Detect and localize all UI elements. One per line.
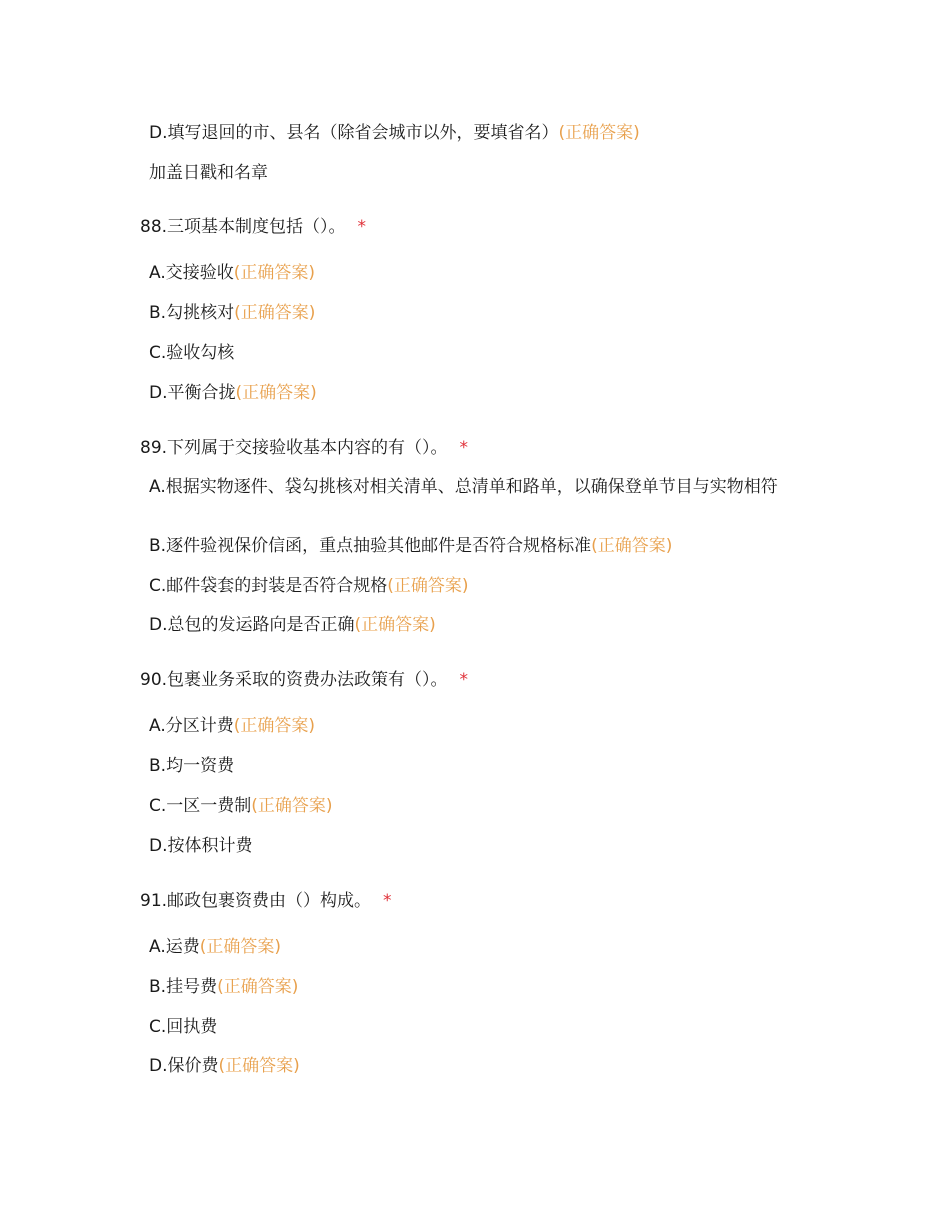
option-item — [149, 341, 234, 365]
option-text: A.交接验收 — [149, 263, 234, 283]
option-item — [149, 381, 317, 405]
question-title — [140, 436, 468, 460]
correct-answer-marker: (正确答案) — [218, 1056, 300, 1076]
required-asterisk: * — [459, 670, 469, 690]
option-text: C.一区一费制 — [149, 796, 252, 816]
correct-answer-marker: (正确答案) — [199, 937, 281, 957]
option-text: 加盖日戳和名章 — [149, 163, 268, 183]
correct-answer-marker: (正确答案) — [233, 716, 315, 736]
option-text: C.验收勾核 — [149, 343, 235, 363]
option-item — [149, 534, 672, 558]
option-item — [149, 121, 640, 145]
question-text: 91.邮政包裹资费由（）构成。 — [140, 891, 372, 911]
option-text: D.平衡合拢 — [149, 383, 236, 403]
correct-answer-marker: (正确答案) — [354, 615, 436, 635]
question-title — [140, 889, 392, 913]
option-item — [149, 613, 436, 637]
question-text: 88.三项基本制度包括（）。 — [140, 217, 346, 237]
option-item — [149, 834, 253, 858]
option-item — [149, 161, 268, 185]
option-item — [149, 301, 315, 325]
option-item — [149, 1015, 217, 1039]
option-item — [149, 975, 298, 999]
option-item — [149, 1054, 300, 1078]
option-item — [149, 261, 315, 285]
option-text: B.均一资费 — [149, 756, 235, 776]
required-asterisk: * — [459, 438, 469, 458]
option-text: B.勾挑核对 — [149, 303, 235, 323]
correct-answer-marker: (正确答案) — [251, 796, 333, 816]
question-text: 90.包裹业务采取的资费办法政策有（）。 — [140, 670, 448, 690]
correct-answer-marker: (正确答案) — [558, 123, 640, 143]
question-title — [140, 668, 468, 692]
correct-answer-marker: (正确答案) — [233, 263, 315, 283]
correct-answer-marker: (正确答案) — [234, 303, 316, 323]
correct-answer-marker: (正确答案) — [217, 977, 299, 997]
option-item — [149, 574, 469, 598]
option-item — [149, 475, 809, 499]
required-asterisk: * — [383, 891, 392, 911]
option-text: D.总包的发运路向是否正确 — [149, 615, 355, 635]
option-text: D.按体积计费 — [149, 836, 253, 856]
option-item — [149, 794, 333, 818]
option-text: A.运费 — [149, 937, 200, 957]
option-text: C.邮件袋套的封装是否符合规格 — [149, 576, 388, 596]
required-asterisk: * — [357, 217, 367, 237]
question-text: 89.下列属于交接验收基本内容的有（）。 — [140, 438, 448, 458]
correct-answer-marker: (正确答案) — [235, 383, 317, 403]
correct-answer-marker: (正确答案) — [387, 576, 469, 596]
option-text: C.回执费 — [149, 1017, 218, 1037]
option-item — [149, 754, 234, 778]
question-title — [140, 215, 366, 239]
option-text: A.根据实物逐件、袋勾挑核对相关清单、总清单和路单，以确保登单节目与实物相符 — [149, 477, 778, 497]
option-item — [149, 714, 315, 738]
option-text: A.分区计费 — [149, 716, 234, 736]
option-text: B.逐件验视保价信函，重点抽验其他邮件是否符合规格标准 — [149, 536, 592, 556]
option-item — [149, 935, 281, 959]
option-text: D.保价费 — [149, 1056, 219, 1076]
option-text: B.挂号费 — [149, 977, 218, 997]
correct-answer-marker: (正确答案) — [591, 536, 673, 556]
option-text: D.填写退回的市、县名（除省会城市以外，要填省名） — [149, 123, 559, 143]
